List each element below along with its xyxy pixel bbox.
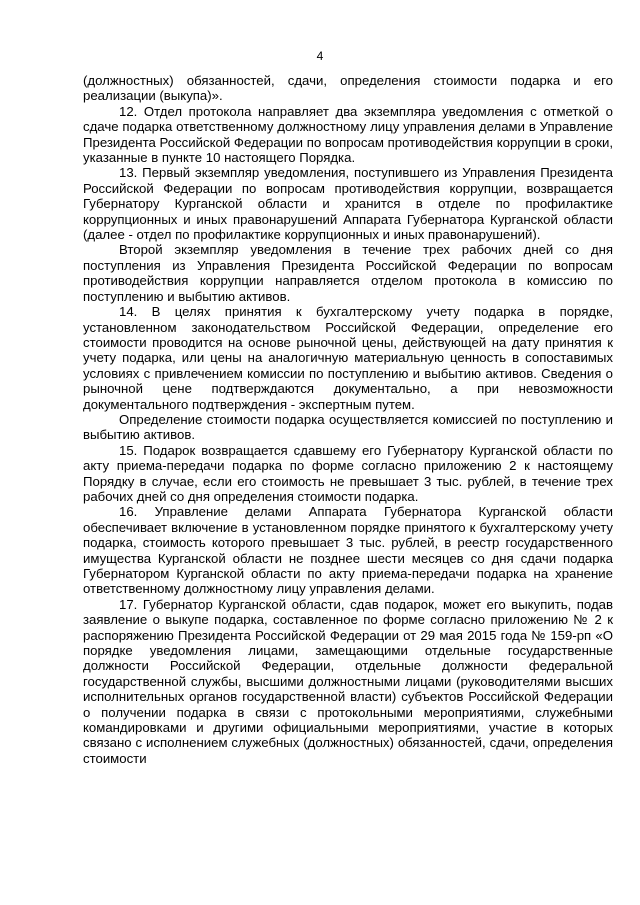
paragraph-continuation: (должностных) обязанностей, сдачи, определения стоимости подарка и его реализации (выкупа)».	[83, 73, 613, 104]
paragraph-item-15: 15. Подарок возвращается сдавшему его Губернатору Курганской области по акту приема-передачи подарка по форме согласно приложению 2 к настоящему Порядку в случае, если его стоимость не превышает 3 тыс. рублей, в течение трех рабочих дней со дня определения стоимости подарка.	[83, 442, 613, 504]
paragraph-item-13: 13. Первый экземпляр уведомления, поступившего из Управления Президента Российской Федерации по вопросам противодействия коррупции, возвращается Губернатору Курганской области и хранится в отделе по профилактике коррупционных и иных правонарушений Аппарата Губернатора Курганской области (далее - отдел по профилактике коррупционных и иных правонарушений).	[83, 165, 613, 243]
paragraph-item-13-second-copy: Второй экземпляр уведомления в течение трех рабочих дней со дня поступления из Управления Президента Российской Федерации по вопросам противодействия коррупции направляется отделом протокола в комиссию по поступлению и выбытию активов.	[83, 242, 613, 304]
page-number: 4	[316, 49, 324, 63]
paragraph-item-16: 16. Управление делами Аппарата Губернатора Курганской области обеспечивает включение в установленном порядке принятого к бухгалтерскому учету подарка, стоимость которого превышает 3 тыс. рублей, в реестр государственного имущества Курганской области не позднее шести месяцев со дня сдачи подарка Губернатором Курганской области по акту приема-передачи подарка на хранение ответственному должностному лицу управления делами.	[83, 504, 613, 597]
paragraph-item-14-valuation: Определение стоимости подарка осуществляется комиссией по поступлению и выбытию активов.	[83, 411, 613, 443]
paragraph-item-14: 14. В целях принятия к бухгалтерскому учету подарка в порядке, установленном законодательством Российской Федерации, определение его стоимости проводится на основе рыночной цены, действующей на дату принятия к учету подарка, или цены на аналогичную материальную ценность в сопоставимых условиях с привлечением комиссии по поступлению и выбытию активов. Сведения о рыночной цене подтверждаются документально, а при невозможности документального подтверждения - экспертным путем.	[83, 304, 613, 412]
paragraph-item-17: 17. Губернатор Курганской области, сдав подарок, может его выкупить, подав заявление о выкупе подарка, составленное по форме согласно приложению № 2 к распоряжению Президента Российской Федерации от 29 мая 2015 года № 159-рп «О порядке уведомления лицами, замещающими отдельные государственные должности Российской Федерации, отдельные должности федеральной государственной службы, высшими должностными лицами (руководителями высших исполнительных органов государственной власти) субъектов Российской Федерации о получении подарка в связи с протокольными мероприятиями, служебными командировками и другими официальными мероприятиями, участие в которых связано с исполнением служебных (должностных) обязанностей, сдачи, определения стоимости	[83, 596, 613, 766]
document-body	[83, 73, 613, 766]
paragraph-item-12: 12. Отдел протокола направляет два экземпляра уведомления с отметкой о сдаче подарка ответственному должностному лицу управления делами в Управление Президента Российской Федерации по вопросам противодействия коррупции в сроки, указанные в пункте 10 настоящего Порядка.	[83, 103, 613, 166]
